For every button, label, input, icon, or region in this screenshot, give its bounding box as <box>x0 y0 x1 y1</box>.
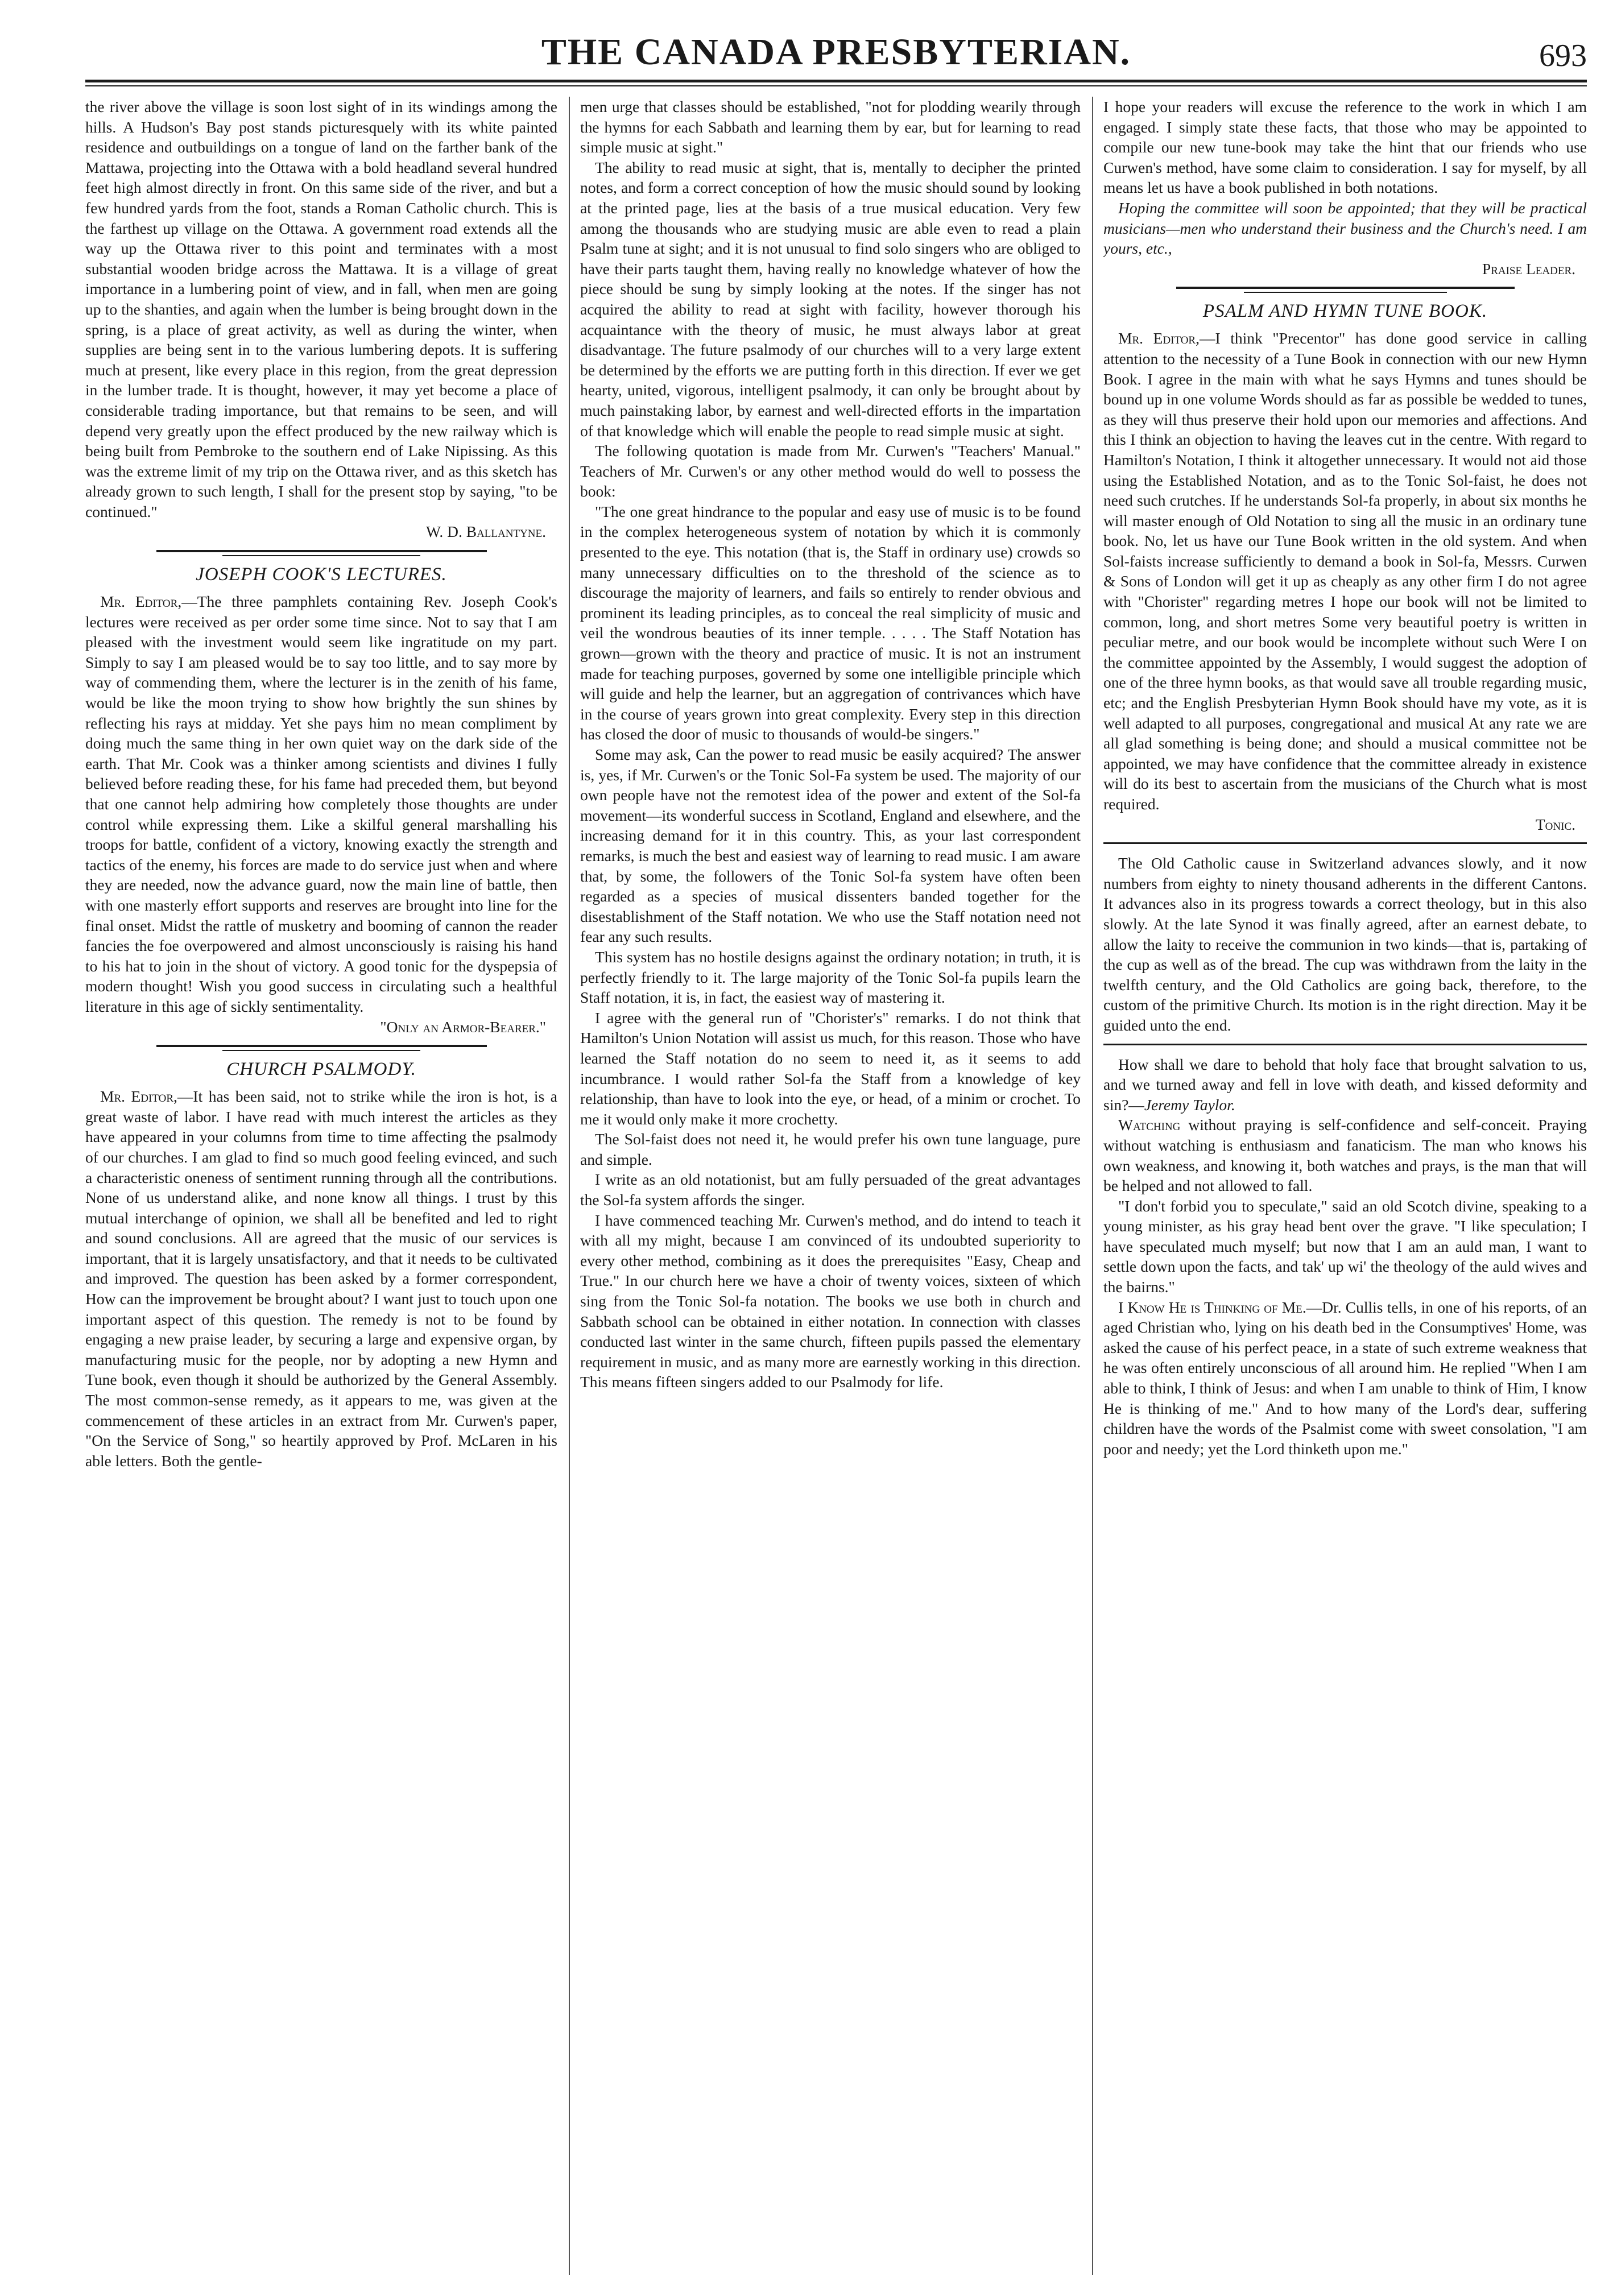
psalmody-continued-8: The Sol-faist does not need it, he would prefer his own tune language, pure and simple. <box>580 1130 1081 1168</box>
page-number: 693 <box>1539 38 1587 73</box>
separator-full <box>1103 842 1587 844</box>
masthead-title: THE CANADA PRESBYTERIAN. <box>541 31 1131 73</box>
heading-church-psalmody: CHURCH PSALMODY. <box>226 1059 416 1080</box>
curwen-quotation: "The one great hindrance to the popular and easy use of music is to be found in the complex heterogeneous system of notation by which it is commonly presented to the eye. This notation (that is, the Staff in ordinary use) crowds so many unnecessary difficulties on to the threshold of the science as to discourage the majority of learners, and fails so entirely to render obvious and prominent its leading principles, as to conceal the real simplicity of music and veil the wondrous beauties of its inner temple. . . . . The Staff Notation has grown—grown with the theory and practice of music. It is not an instrument made for teaching purposes, governed by some one intelligible principle which will guide and help the learner, but an aggregation of contrivances which have in the course of years grown into great complexity. Every step in this direction has closed the door of music to thousands of would-be singers." <box>580 502 1081 743</box>
separator <box>156 1045 487 1051</box>
salutation: Mr. Editor, <box>100 1087 177 1106</box>
psalmody-continued-6: This system has no hostile designs against the ordinary notation; in truth, it is perfectly friendly to it. The large majority of the Tonic Sol-fa pupils learn the Staff notation, it is, in fact, the easiest way of mastering it. <box>580 948 1081 1007</box>
signature-praise-leader: Praise Leader. <box>1482 259 1575 278</box>
psalmody-continued-10: I have commenced teaching Mr. Curwen's method, and do intend to teach it with all my might, because I am convinced of its undoubted superiority to every other method, combining as it does the prerequisites "Easy, Cheap and True." In our church here we have a choir of twenty voices, sixteen of which sing from the Tonic Sol-fa notation. The books we use both in church and Sabbath school can be obtained in either notation. In connection with classes conducted last winter in the same church, fifteen pupils passed the elementary requirement in music, and as many more are earnestly working in this direction. This means fifteen singers added to our Psalmody for life. <box>580 1211 1081 1391</box>
item-holy-face: How shall we dare to behold that holy face that brought salvation to us, and we turned away and fell in love with death, and kissed deformity and sin?—Jeremy Taylor. <box>1103 1055 1587 1114</box>
article-cook-text: Mr. Editor,—The three pamphlets containing Rev. Joseph Cook's lectures were received as per order some time since. Not to say that I am pleased with the investment would seem like ingratitude on my part. Simply to say I am pleased would be to say too little, and to say more by way of commending them, where the lecturer is in the zenith of his fame, would be like the moon trying to show how brightly the sun shines by reflecting his rays at midday. Yet she pays him no mean compliment by doing much the same thing in her own quiet way on the dark side of the earth. That Mr. Cook was a thinker among scientists and divines I fully believed before reading these, for his fame had preceded them, but beyond that one cannot help admiring how completely those thoughts are under control while expressing them. Like a skilful general marshalling his troops for battle, confident of a victory, knowing exactly the strength and tactics of the enemy, his forces are made to do service just when and where they are needed, now the advance guard, now the main line of battle, then with one masterly effort supports and reserves are brought into line for the final onset. Midst the rattle of musketry and booming of cannon the reader fancies the foe overpowered and almost unconsciously is raising his hand to his hat to join in the shout of victory. A good tonic for the dyspepsia of modern thought! Wish you good success in circulating such a healthful literature in this age of sickly sentimentality. <box>85 593 557 1015</box>
signature-armor-bearer: "Only an Armor-Bearer." <box>380 1017 546 1036</box>
item-old-catholic: The Old Catholic cause in Switzerland advances slowly, and it now numbers from eighty to ninety thousand adherents in the different Cantons. It advances also in its progress towards a correct theology, but in this also slowly. At the late Synod it was finally agreed, after an earnest debate, to allow the laity to receive the communion in two kinds—that is, partaking of the cup as well as of the bread. The cup was withdrawn from the laity in the twelfth century, and the Old Catholics are going back, therefore, to the custom of the primitive Church. Its motion is in the right direction. May it be guided unto the end. <box>1103 854 1587 1034</box>
psalmody-continued-9: I write as an old notationist, but am fully persuaded of the great advantages the Sol-fa system affords the singer. <box>580 1170 1081 1209</box>
psalmody-continued-2: The ability to read music at sight, that is, mentally to decipher the printed notes, and form a correct conception of how the music should sound by looking at the printed page, lies at the basis of a true musical education. Very few among the thousands who are studying music are able even to read a plain Psalm tune at sight; and it is not unusual to find solo singers who are obliged to have their parts taught them, having really no knowledge whatever of how the piece should be sung by simply looking at the notes. If the singer has not acquired the ability to read at sight with facility, however thorough his acquaintance with the theory of music, he must always labor at great disadvantage. The future psalmody of our churches will to a very large extent be determined by the efforts we are putting forth in this direction. If ever we get hearty, united, vigorous, intelligent psalmody, it can only be brought about by much painstaking labor, by earnest and well-directed efforts in the impartation of that knowledge which will enable the people to read simple music at sight. <box>580 158 1081 440</box>
column-divider-1 <box>569 97 570 2275</box>
column-divider-2 <box>1092 97 1093 2275</box>
salutation: Mr. Editor, <box>100 593 182 611</box>
column-1 <box>85 97 557 2281</box>
salutation: Mr. Editor, <box>1118 329 1200 347</box>
article-psalmody-text: Mr. Editor,—It has been said, not to strike while the iron is hot, is a great waste of labor. I have read with much interest the articles as they have appeared in your columns from time to time affecting the psalmody of our churches. I am glad to find so much good feeling evinced, and such a characteristic oneness of sentiment running through all the contributions. None of us understand alike, and none know all things. I trust by this mutual interchange of opinion, we shall all be benefited and led to right and sound conclusions. All are agreed that the music of our services is important, that it is largely unsatisfactory, and that it needs to be cultivated and improved. The question has been asked by a former correspondent, How can the improvement be brought about? I want just to touch upon one important aspect of this question. The remedy is not to be found by engaging a new praise leader, by securing a large and expensive organ, by manufacturing music for the people, nor by adopting a new Hymn and Tune book, even though it should be authorized by the General Assembly. The most common-sense remedy, as it appears to me, was given at the commencement of these articles in an extract from Mr. Curwen's paper, "On the Service of Song," so heartily approved by Prof. McLaren in his able letters. Both the gentle- <box>85 1087 557 1470</box>
item-speculate: "I don't forbid you to speculate," said an old Scotch divine, speaking to a young minister, as his gray head bent over the grave. "I like speculation; I have speculated much myself; but now that I am an auld man, I want to settle down upon the facts, and tak' up wi' the theology of the auld wives and the bairns." <box>1103 1197 1587 1296</box>
psalmody-conclusion-1: I hope your readers will excuse the reference to the work in which I am engaged. I simply state these facts, that those who may be appointed to compile our new tune-book may take the hint that our friends who use Curwen's method, have some claim to consideration. I say for myself, by all means let us have a book published in both notations. <box>1103 98 1587 197</box>
item-thinking-of-me: I Know He is Thinking of Me.—Dr. Cullis tells, in one of his reports, of an aged Christian who, lying on his death bed in the Consumptives' Home, was asked the cause of his perfect peace, in a state of such extreme weakness that he was often entirely unconscious of all around him. He replied "When I am able to think, I think of Jesus: and when I am unable to think of Him, I know He is thinking of me." And to how many of the Lord's dear, suffering children have the words of the Psalmist come with sweet consolation, "I am poor and needy; yet the Lord thinketh upon me." <box>1103 1298 1587 1458</box>
attribution-jeremy-taylor: Jeremy Taylor. <box>1144 1095 1235 1114</box>
separator <box>1176 287 1515 293</box>
signature-tonic: Tonic. <box>1535 815 1575 833</box>
article-tune-book-text: Mr. Editor,—I think "Precentor" has done good service in calling attention to the necessity of a Tune Book in connection with our new Hymn Book. I agree in the main with what he says Hymns and tunes should be bound up in one volume Words should as far as possible be wedded to tunes, as they will thus preserve their hold upon our memories and affections. And this I think an objection to having the leaves cut in the centre. With regard to Hamilton's Notation, I think it altogether unnecessary. It would not aid those using the Established Notation, and as to the Tonic Sol-faist, he does not need such crutches. If he understands Sol-fa properly, in about six months he will master enough of Old Notation to sing all the music in an ordinary tune book. No, let us have our Tune Book written in the old system. And when Sol-faists increase sufficiently to demand a book in Sol-fa, Messrs. Curwen & Sons of London will get it up as cheaply as any other firm I do not agree with "Chorister" regarding metres I hope our book will not be limited to common, long, and short metres Some very beautiful poetry is written in peculiar metre, and our book would be incomplete without such Were I on the committee appointed by the Assembly, I would suggest the adoption of one of the three hymn books, as that would save all trouble regarding music, etc; and the English Presbyterian Hymn Book should have my vote, as it is well adapted to all purposes, congregational and musical At any rate we are all glad something is being done; and should a musical committee not be appointed, we may have confidence that the committee already in existence will do its best to ascertain from the musicians of the Church what is most required. <box>1103 329 1587 813</box>
psalmody-continued-7: I agree with the general run of "Chorister's" remarks. I do not think that Hamilton's Union Notation will assist us much, for this reason. Those who have learned the Staff notation do no seem to need it, as it seems to add incumbrance. I would rather Sol-fa the Staff from a knowledge of key relationship, than have to look into the eye, or head, of a minim or crochet. To me it would only make it more crochetty. <box>580 1008 1081 1128</box>
masthead-rule-thin <box>85 85 1587 86</box>
column-2 <box>580 97 1081 2281</box>
heading-tune-book: PSALM AND HYMN TUNE BOOK. <box>1202 301 1488 322</box>
item-watching: Watching without praying is self-confidence and self-conceit. Praying without watching is enthusiasm and fanaticism. The man who knows his own weakness, and knowing it, both watches and prays, is the man that will be helped and not allowed to fall. <box>1103 1116 1587 1195</box>
psalmody-continued-3: The following quotation is made from Mr. Curwen's "Teachers' Manual." Teachers of Mr. Curwen's or any other method would do well to possess the book: <box>580 442 1081 500</box>
psalmody-continued-5: Some may ask, Can the power to read music be easily acquired? The answer is, yes, if Mr. Curwen's or the Tonic Sol-Fa system be used. The majority of our own people have not the remotest idea of the power and extent of the Sol-fa movement—its wonderful success in Scotland, England and elsewhere, and the increasing demand for it in this country. This, as your last correspondent remarks, is much the best and easiest way of learning to read music. I am aware that, by some, the followers of the Tonic Sol-fa system have often been regarded as a species of musical dissenters banded together for the disestablishment of the Staff notation. We who use the Staff notation need not fear any such results. <box>580 746 1081 946</box>
psalmody-conclusion-2: Hoping the committee will soon be appointed; that they will be practical musicians—men who understand their business and the Church's need. I am yours, etc., <box>1103 198 1587 258</box>
article-ottawa-text: the river above the village is soon lost sight of in its windings among the hills. A Hudson's Bay post stands picturesquely with its white painted residence and outbuildings on a tongue of land on the farther bank of the Mattawa, projecting into the Ottawa with a bold headland several hundred feet high almost directly in front. On this same side of the river, and but a few hundred yards from the foot, stands a Roman Catholic church. This is the farthest up village on the Ottawa. A government road extends all the way up the Ottawa river to this point and terminates with a most substantial wooden bridge across the Mattawa. It is a village of great importance in a lumbering point of view, and in fall, when men are going up to the shanties, and again when the lumber is being brought down in the spring, is a place of great activity, as well as during the winter, when supplies are being sent in to the various lumbering depots. It is suffering much at present, like every place in this region, from the great depression in the lumber trade. It is thought, however, it may yet become a place of considerable trading importance, but that remains to be seen, and will depend very greatly upon the effect produced by the new railway which is being built from Pembroke to the southern end of Lake Nipissing. As this was the extreme limit of my trip on the Ottawa river, and as this sketch has already grown to such length, I shall for the present stop by saying, "to be continued." <box>85 98 557 520</box>
masthead-rule-thick <box>85 80 1587 82</box>
psalmody-continued-1: men urge that classes should be established, "not for plodding wearily through the hymns for each Sabbath and learning them by ear, but for learning to read simple music at sight." <box>580 98 1081 156</box>
column-3 <box>1103 97 1587 2281</box>
masthead <box>85 30 1587 75</box>
separator <box>156 550 487 556</box>
heading-joseph-cook: JOSEPH COOK'S LECTURES. <box>196 564 447 585</box>
separator-full <box>1103 1044 1587 1045</box>
signature-ballantyne: W. D. Ballantyne. <box>425 523 546 541</box>
